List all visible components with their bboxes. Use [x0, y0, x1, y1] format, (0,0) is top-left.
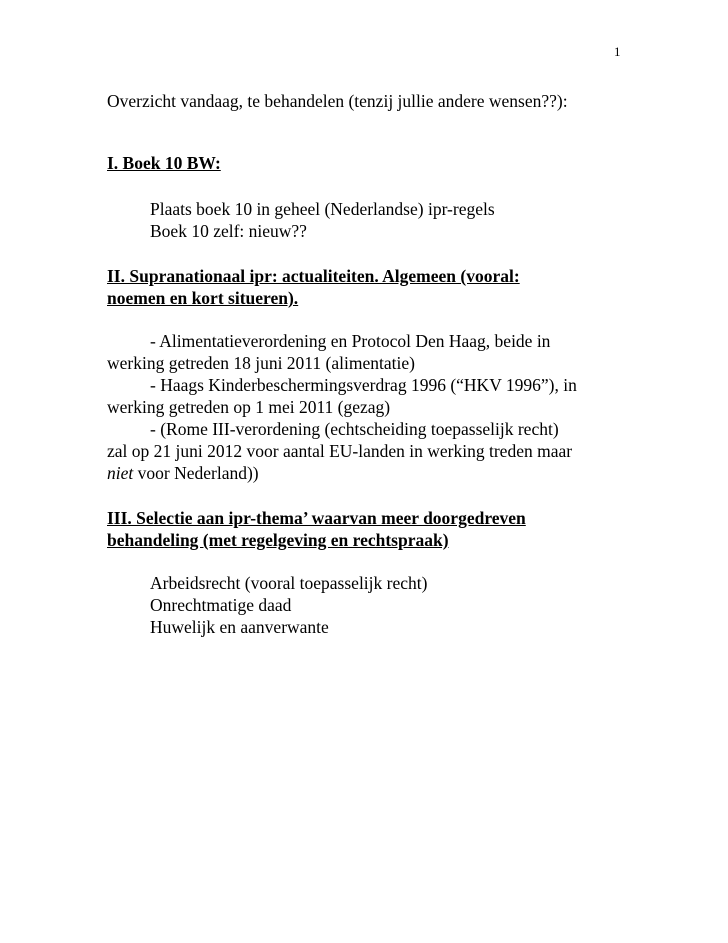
section-3-heading-line-2: behandeling (met regelgeving en rechtspraak) — [107, 530, 449, 550]
section-3-item: Arbeidsrecht (vooral toepasselijk recht) — [150, 573, 428, 593]
paragraph-line: zal op 21 juni 2012 voor aantal EU-landen in werking treden maar — [107, 441, 573, 461]
paragraph-line: werking getreden op 1 mei 2011 (gezag) — [107, 397, 391, 417]
paragraph-line: werking getreden 18 juni 2011 (alimentatie) — [107, 353, 415, 373]
paragraph-text: voor Nederland)) — [133, 463, 259, 483]
paragraph-line — [107, 462, 259, 484]
paragraph-line: - (Rome III-verordening (echtscheiding toepasselijk recht) — [150, 419, 559, 439]
intro-line: Overzicht vandaag, te behandelen (tenzij jullie andere wensen??): — [107, 91, 568, 111]
section-1-item: Plaats boek 10 in geheel (Nederlandse) ipr-regels — [150, 199, 495, 219]
paragraph-line: - Alimentatieverordening en Protocol Den Haag, beide in — [150, 331, 551, 351]
section-2-heading-line-1: II. Supranationaal ipr: actualiteiten. Algemeen (vooral: — [107, 266, 520, 286]
italic-emphasis: niet — [107, 463, 134, 483]
section-3-item: Huwelijk en aanverwante — [150, 617, 329, 637]
section-1-heading: I. Boek 10 BW: — [107, 153, 221, 173]
paragraph-line: - Haags Kinderbeschermingsverdrag 1996 (“HKV 1996”), in — [150, 375, 577, 395]
section-3-item: Onrechtmatige daad — [150, 595, 292, 615]
page-number: 1 — [614, 44, 621, 59]
section-3-heading-line-1: III. Selectie aan ipr-thema’ waarvan meer doorgedreven — [107, 508, 526, 528]
section-1-item: Boek 10 zelf: nieuw?? — [150, 221, 307, 241]
section-2-heading-line-2: noemen en kort situeren). — [107, 288, 299, 308]
